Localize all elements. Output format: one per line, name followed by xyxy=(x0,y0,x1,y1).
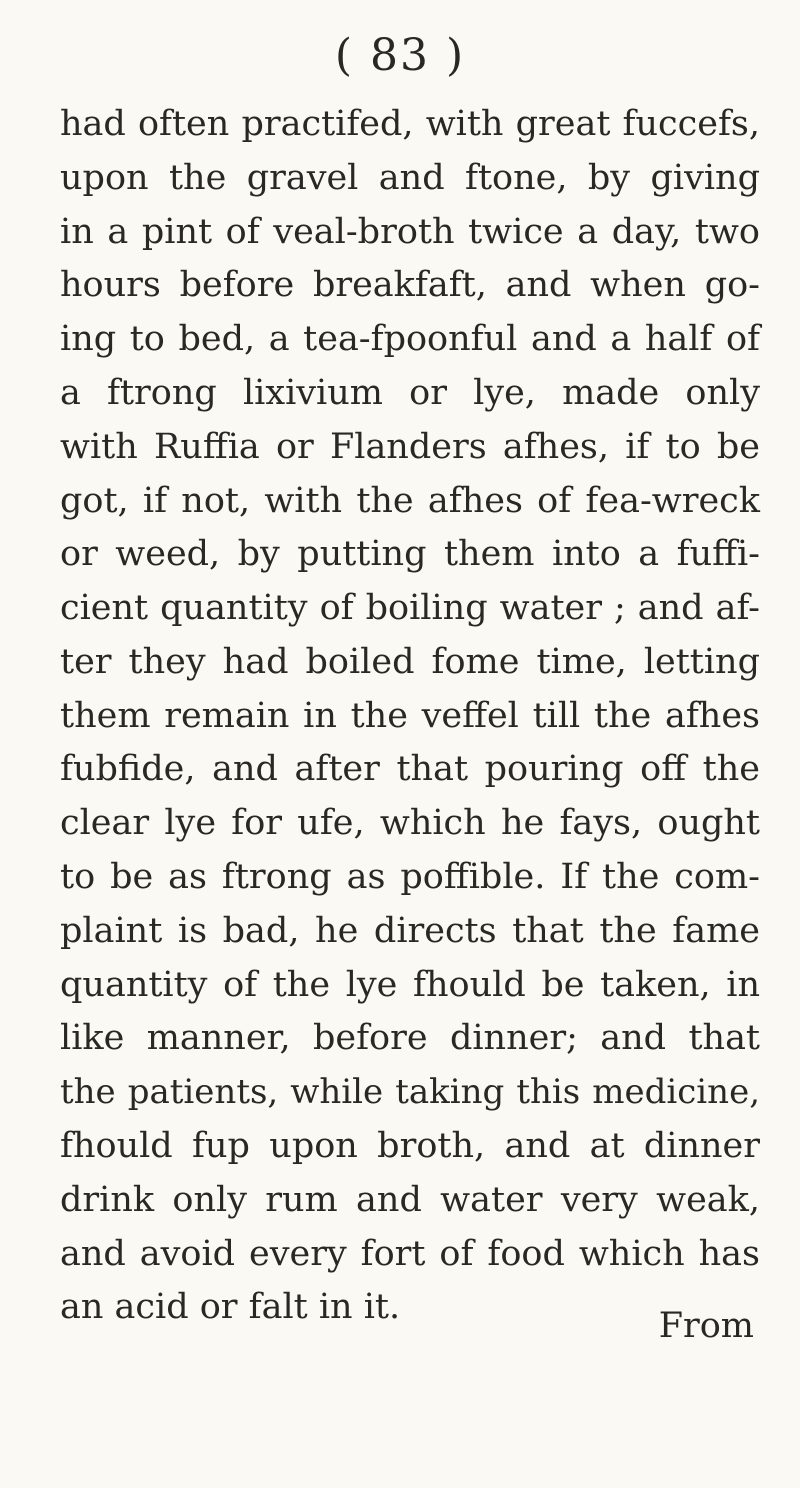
text-line: ter they had boiled fome time, letting xyxy=(60,642,760,682)
text-line: with Ruffia or Flanders afhes, if to be xyxy=(60,427,760,467)
text-line: fhould fup upon broth, and at dinner xyxy=(60,1126,760,1166)
text-line: got, if not, with the afhes of fea-wreck xyxy=(60,481,760,521)
text-line: in a pint of veal-broth twice a day, two xyxy=(60,212,760,252)
page-number: ( 83 ) xyxy=(334,30,466,81)
text-line: had often practifed, with great fuccefs, xyxy=(60,104,760,144)
text-line-last: an acid or falt in it. xyxy=(60,1287,401,1327)
text-line: hours before breakfaft, and when go- xyxy=(60,265,760,305)
text-line: a ftrong lixivium or lye, made only xyxy=(60,373,760,413)
text-line: upon the gravel and ftone, by giving xyxy=(60,158,760,198)
text-line: the patients, while taking this medicine, xyxy=(60,1072,760,1112)
text-line: them remain in the veffel till the afhes xyxy=(60,696,760,736)
text-line: fubfide, and after that pouring off the xyxy=(60,749,760,789)
text-line: quantity of the lye fhould be taken, in xyxy=(60,965,760,1005)
catchword: From xyxy=(658,1306,754,1346)
text-line: and avoid every fort of food which has xyxy=(60,1234,760,1274)
text-line: or weed, by putting them into a fuffi- xyxy=(60,534,760,574)
text-line: plaint is bad, he directs that the fame xyxy=(60,911,760,951)
text-line: ing to bed, a tea-fpoonful and a half of xyxy=(60,319,760,359)
text-line: drink only rum and water very weak, xyxy=(60,1180,760,1220)
text-line: like manner, before dinner; and that xyxy=(60,1018,760,1058)
text-line: to be as ftrong as poffible. If the com- xyxy=(60,857,760,897)
text-line: cient quantity of boiling water ; and af- xyxy=(60,588,760,628)
text-line: clear lye for ufe, which he fays, ought xyxy=(60,803,760,843)
